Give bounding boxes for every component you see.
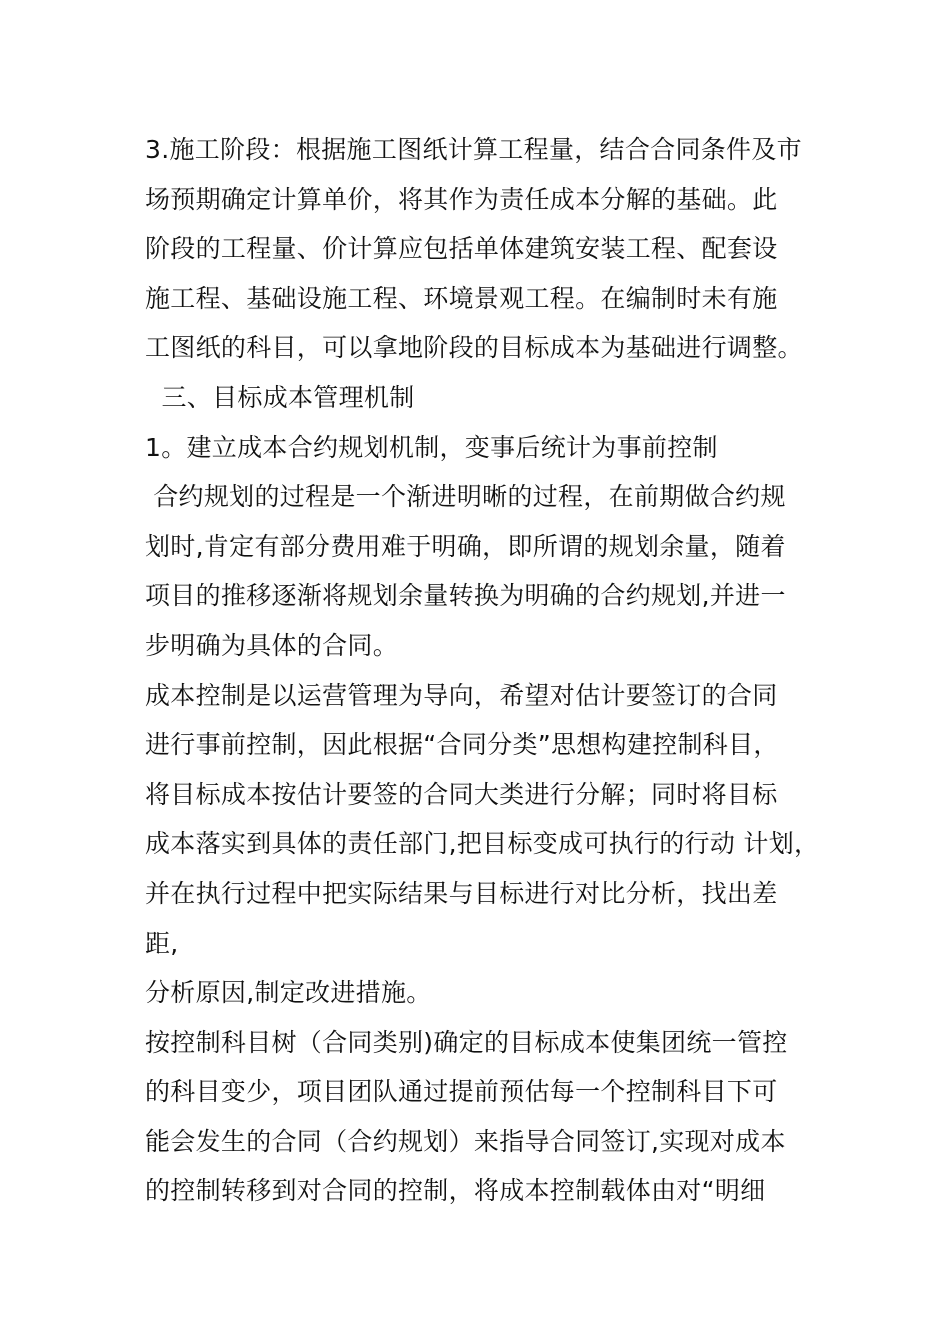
text-line: 分析原因,制定改进措施。 (145, 978, 432, 1008)
body-text (145, 125, 825, 1216)
text-line: 将目标成本按估计要签的合同大类进行分解；同时将目标 (145, 779, 778, 809)
text-line: 项目的推移逐渐将规划余量转换为明确的合约规划,并进一 (145, 581, 786, 611)
text-line: 成本控制是以运营管理为导向，希望对估计要签订的合同 (145, 680, 778, 710)
text-line: 步明确为具体的合同。 (145, 630, 399, 660)
text-line: 能会发生的合同（合约规划）来指导合同签订,实现对成本 (145, 1126, 786, 1156)
subsection-heading: 1。建立成本合约规划机制，变事后统计为事前控制 (145, 432, 718, 462)
text-line: 的科目变少，项目团队通过提前预估每一个控制科目下可 (145, 1077, 778, 1107)
text-line: 场预期确定计算单价，将其作为责任成本分解的基础。此 (145, 184, 778, 214)
text-line: 3.施工阶段：根据施工图纸计算工程量，结合合同条件及市 (145, 135, 802, 164)
text-line: 并在执行过程中把实际结果与目标进行对比分析，找出差 (145, 878, 778, 908)
text-line: 合约规划的过程是一个渐进明晰的过程，在前期做合约规 (145, 482, 786, 512)
text-line: 划时,肯定有部分费用难于明确，即所谓的规划余量，随着 (145, 531, 786, 561)
text-line: 成本落实到具体的责任部门,把目标变成可执行的行动 计划， (145, 829, 820, 859)
text-line: 的控制转移到对合同的控制，将成本控制载体由对“明细 (145, 1176, 766, 1206)
text-line: 按控制科目树（合同类别)确定的目标成本使集团统一管控 (145, 1027, 788, 1057)
text-line: 距, (145, 928, 179, 958)
text-line: 进行事前控制，因此根据“合同分类”思想构建控制科目， (145, 730, 779, 760)
text-line: 工图纸的科目，可以拿地阶段的目标成本为基础进行调整。 (145, 333, 803, 363)
text-line: 阶段的工程量、价计算应包括单体建筑安装工程、配套设 (145, 234, 778, 264)
text-line: 施工程、基础设施工程、环境景观工程。在编制时未有施 (145, 283, 778, 313)
section-heading: 三、目标成本管理机制 (145, 382, 415, 412)
